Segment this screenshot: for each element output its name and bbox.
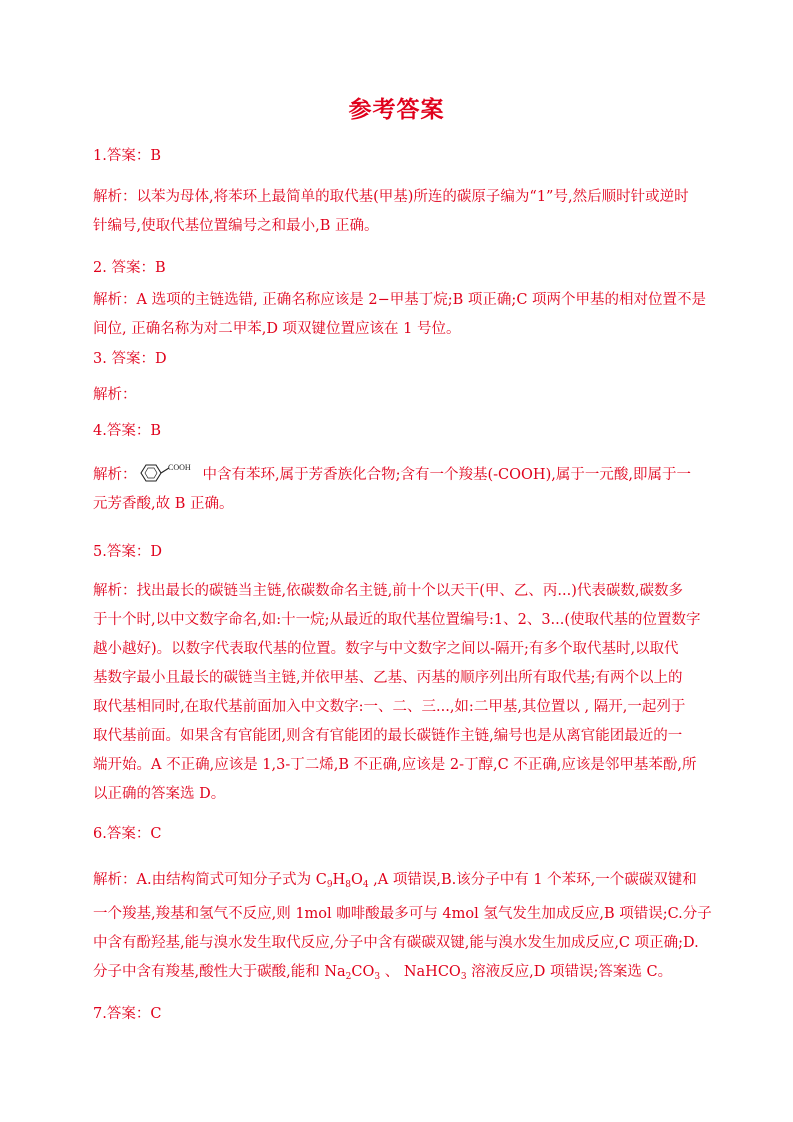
explanation-6 — [93, 866, 712, 992]
formula-c9h8o4: $C_9H_8O_4$ — [315, 872, 369, 890]
explanation-6-line-2: 一个羧基,羧基和氢气不反应,则 1mol 咖啡酸最多可与 4mol 氢气发生加成反应,B 项错误;C.分子 — [93, 906, 712, 922]
explanation-5-line: 端开始。A 不正确,应该是 1,3-丁二烯,B 不正确,应该是 2-丁醇,C 不正确,应该是邻甲基苯酚,所 — [93, 757, 697, 773]
explanation-5-line: 取代基相同时,在取代基前面加入中文数字:一、二、三...,如:二甲基,其位置以 , 隔开,一起列于 — [93, 699, 686, 715]
explanation-5-line: 解析：找出最长的碳链当主链,依碳数命名主链,前十个以天干(甲、乙、丙...)代表碳数,碳数多 — [93, 583, 683, 599]
explanation-2 — [93, 286, 705, 344]
struct-label: COOH — [167, 463, 191, 472]
answer-1: 1.答案：B — [93, 148, 161, 164]
explanation-1 — [93, 183, 705, 241]
explanation-6-text: 、 — [380, 964, 404, 980]
explanation-6-text: 解析：A.由结构简式可知分子式为 — [93, 872, 316, 888]
explanation-6-text: ,A 项错误,B.该分子中有 1 个苯环,一个碳碳双键和 — [368, 872, 697, 888]
explanation-5 — [93, 577, 705, 809]
explanation-5-line: 以正确的答案选 D。 — [93, 786, 226, 802]
explanation-4-line-2: 元芳香酸,故 B 正确。 — [93, 496, 234, 512]
explanation-2-line-1: 解析：A 选项的主链选错, 正确名称应该是 2−甲基丁烷;B 项正确;C 项两个甲基的相对位置不是 — [93, 292, 707, 308]
explanation-1-line-1: 解析：以苯为母体,将苯环上最简单的取代基(甲基)所连的碳原子编为“1”号,然后顺时针或逆时 — [93, 189, 689, 205]
explanation-6-text: 分子中含有羧基,酸性大于碳酸,能和 — [93, 964, 325, 980]
explanation-4-line-1: 中含有苯环,属于芳香族化合物;含有一个羧基(-COOH),属于一元酸,即属于一 — [202, 467, 691, 483]
page-title: 参考答案 — [348, 96, 445, 123]
explanation-5-line: 基数字最小且最长的碳链当主链,并依甲基、乙基、丙基的顺序列出所有取代基;有两个以上的 — [93, 670, 683, 686]
explanation-3: 解析： — [93, 387, 137, 403]
answer-3: 3. 答案：D — [93, 351, 167, 367]
answer-4: 4.答案：B — [93, 423, 161, 439]
explanation-4 — [93, 461, 705, 519]
explanation-5-line: 于十个时,以中文数字命名,如:十一烷;从最近的取代基位置编号:1、2、3...(使取代基的位置数字 — [93, 612, 701, 628]
explanation-5-line: 取代基前面。如果含有官能团,则含有官能团的最长碳链作主链,编号也是从离官能团最近的一 — [93, 728, 683, 744]
answer-7: 7.答案：C — [93, 1006, 162, 1022]
answer-2: 2. 答案：B — [93, 260, 166, 276]
explanation-6-text: 溶液反应,D 项错误;答案选 C。 — [466, 964, 673, 980]
formula-nahco3: NaHCO$_3$ — [403, 964, 467, 982]
explanation-6-line-4 — [93, 958, 705, 992]
formula-na2co3: $Na_2CO_3$ — [324, 964, 381, 982]
explanation-1-line-2: 针编号,使取代基位置编号之和最小,B 正确。 — [93, 218, 379, 234]
benzoic-acid-structure-icon — [137, 461, 203, 485]
explanation-2-line-2: 间位, 正确名称为对二甲苯,D 项双键位置应该在 1 号位。 — [93, 321, 461, 337]
answer-6: 6.答案：C — [93, 826, 162, 842]
explanation-6-line-3: 中含有酚羟基,能与溴水发生取代反应,分子中含有碳碳双键,能与溴水发生加成反应,C 项正确;D. — [93, 935, 699, 951]
explanation-4-prefix: 解析： — [93, 467, 137, 483]
explanation-5-line: 越小越好)。以数字代表取代基的位置。数字与中文数字之间以-隔开;有多个取代基时,以取代 — [93, 641, 679, 657]
explanation-6-line-1 — [93, 866, 705, 900]
answer-5: 5.答案：D — [93, 544, 162, 560]
